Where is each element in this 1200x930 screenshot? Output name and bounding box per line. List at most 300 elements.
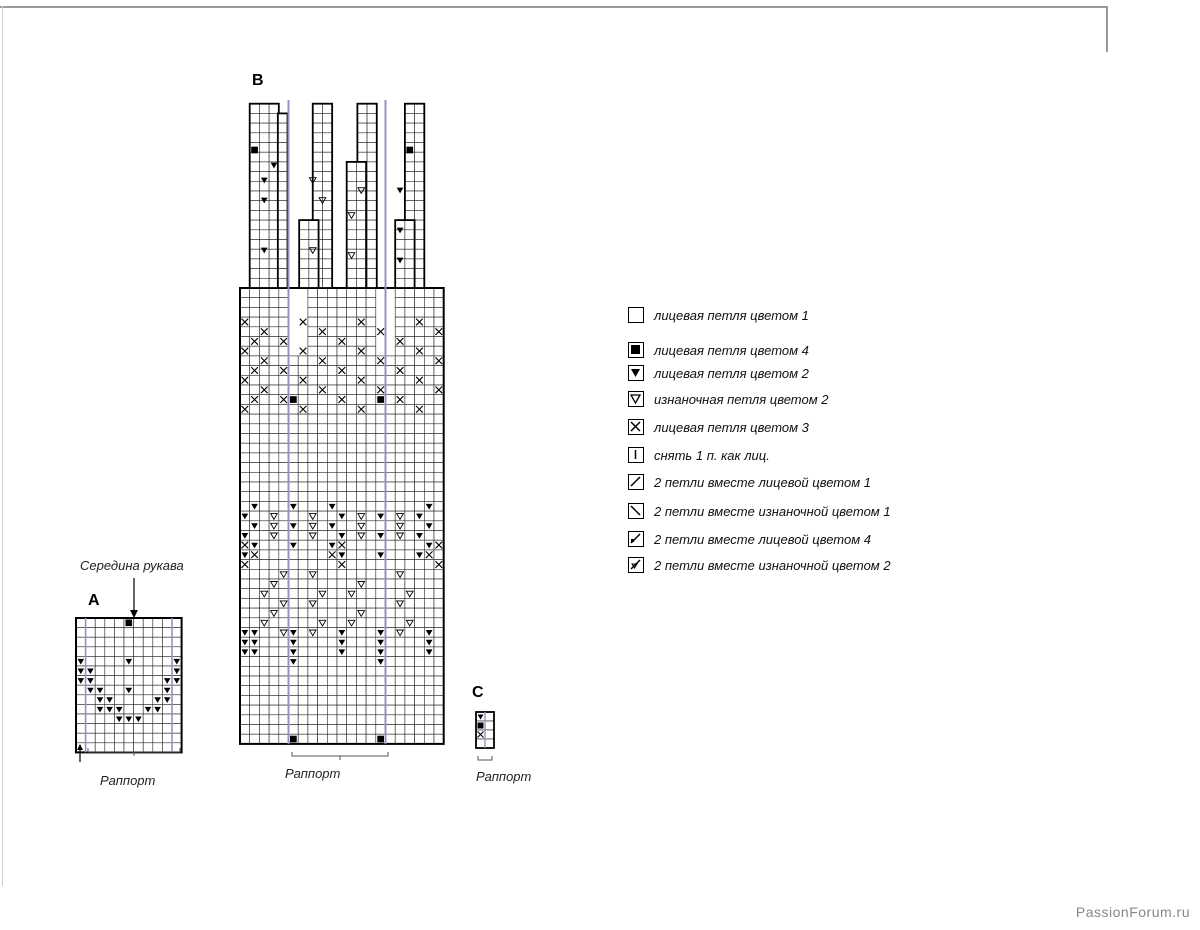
chart-cell: [269, 657, 279, 667]
chart-cell: [347, 647, 357, 657]
chart-cell: [279, 492, 289, 502]
chart-cell: [327, 472, 337, 482]
chart-cell: [143, 637, 153, 647]
chart-cell: [134, 666, 144, 676]
chart-cell: [172, 637, 182, 647]
chart-cell: [322, 123, 332, 133]
chart-cell: [405, 113, 415, 123]
chart-cell: [415, 230, 425, 240]
chart-cell: [356, 705, 366, 715]
chart-cell: [415, 259, 425, 269]
chart-cell: [269, 540, 279, 550]
chart-cell: [366, 482, 376, 492]
chart-cell: [250, 385, 260, 395]
chart-cell: [347, 375, 357, 385]
chart-cell: [366, 492, 376, 502]
chart-cell: [299, 249, 309, 259]
chart-cell: [240, 307, 250, 317]
chart-cell: [347, 734, 357, 744]
chart-cell: [269, 550, 279, 560]
chart-cell: [279, 531, 289, 541]
chart-cell: [269, 647, 279, 657]
chart-cell: [259, 501, 269, 511]
chart-cell: [386, 472, 396, 482]
chart-cell: [250, 201, 260, 211]
chart-cell: [424, 385, 434, 395]
chart-cell: [250, 666, 260, 676]
chart-cell: [434, 404, 444, 414]
chart-cell: [250, 589, 260, 599]
chart-cell: [172, 628, 182, 638]
legend-text: снять 1 п. как лиц.: [654, 447, 770, 463]
chart-cell: [124, 628, 134, 638]
chart-cell: [434, 366, 444, 376]
chart-cell: [153, 724, 163, 734]
chart-cell: [250, 734, 260, 744]
chart-cell: [405, 356, 415, 366]
legend-text: 2 петли вместе лицевой цветом 1: [654, 474, 871, 490]
chart-cell: [434, 501, 444, 511]
chart-cell: [124, 637, 134, 647]
chart-cell: [250, 356, 260, 366]
chart-cell: [313, 191, 323, 201]
chart-cell: [76, 714, 86, 724]
chart-cell: [337, 307, 347, 317]
chart-cell: [278, 240, 288, 250]
chart-cell: [366, 618, 376, 628]
chart-cell: [376, 521, 386, 531]
chart-cell: [269, 288, 279, 298]
chart-cell: [308, 647, 318, 657]
chart-cell: [278, 191, 288, 201]
chart-cell: [318, 288, 328, 298]
chart-cell: [376, 482, 386, 492]
chart-cell: [279, 463, 289, 473]
chart-cell: [322, 249, 332, 259]
chart-cell: [405, 472, 415, 482]
chart-cell: [415, 366, 425, 376]
chart-cell: [172, 695, 182, 705]
chart-cell: [318, 434, 328, 444]
chart-cell: [337, 521, 347, 531]
chart-cell: [356, 162, 366, 172]
chart-cell: [395, 472, 405, 482]
chart-cell: [356, 686, 366, 696]
chart-cell: [322, 278, 332, 288]
chart-cell: [134, 647, 144, 657]
chart-cell: [386, 598, 396, 608]
chart-cell: [395, 249, 405, 259]
chart-cell: [172, 704, 182, 714]
chart-cell: [327, 288, 337, 298]
chart-cell: [415, 686, 425, 696]
chart-cell: [424, 666, 434, 676]
chart-cell: [318, 463, 328, 473]
chart-cell: [356, 414, 366, 424]
chart-cell: [327, 686, 337, 696]
chart-cell: [347, 172, 357, 182]
chart-cell: [356, 676, 366, 686]
legend-open-triangle-icon: [628, 391, 644, 407]
chart-cell: [395, 560, 405, 570]
chart-cell: [376, 443, 386, 453]
filled-triangle-symbol: [397, 188, 404, 194]
chart-cell: [357, 123, 367, 133]
chart-cell: [327, 531, 337, 541]
chart-cell: [278, 230, 288, 240]
chart-cell: [415, 734, 425, 744]
chart-cell: [327, 511, 337, 521]
chart-cell: [250, 434, 260, 444]
chart-cell: [259, 608, 269, 618]
chart-cell: [279, 676, 289, 686]
chart-cell: [278, 210, 288, 220]
chart-cell: [308, 550, 318, 560]
chart-cell: [485, 739, 494, 748]
chart-cell: [318, 560, 328, 570]
chart-cell: [313, 113, 323, 123]
chart-cell: [356, 560, 366, 570]
chart-cell: [250, 327, 260, 337]
chart-cell: [105, 647, 115, 657]
chart-cell: [405, 230, 415, 240]
chart-cell: [395, 492, 405, 502]
chart-cell: [105, 676, 115, 686]
chart-cell: [434, 453, 444, 463]
chart-cell: [240, 666, 250, 676]
chart-cell: [143, 685, 153, 695]
chart-cell: [405, 220, 415, 230]
chart-cell: [367, 249, 377, 259]
chart-cell: [405, 579, 415, 589]
chart-cell: [240, 453, 250, 463]
legend-empty-icon: [628, 307, 644, 323]
chart-cell: [415, 249, 425, 259]
chart-cell: [376, 725, 386, 735]
chart-cell: [337, 598, 347, 608]
chart-cell: [278, 220, 288, 230]
chart-cell: [250, 152, 260, 162]
chart-cell: [405, 715, 415, 725]
chart-cell: [434, 579, 444, 589]
chart-cell: [415, 240, 425, 250]
chart-cell: [308, 327, 318, 337]
chart-cell: [376, 569, 386, 579]
chart-cell: [250, 288, 260, 298]
chart-cell: [289, 531, 299, 541]
chart-cell: [298, 734, 308, 744]
chart-cell: [434, 492, 444, 502]
chart-cell: [415, 657, 425, 667]
chart-cell: [162, 647, 172, 657]
chart-cell: [250, 453, 260, 463]
chart-cell: [289, 472, 299, 482]
chart-cell: [337, 666, 347, 676]
chart-cell: [298, 560, 308, 570]
chart-cell: [405, 210, 415, 220]
chart-cell: [259, 346, 269, 356]
chart-cell: [347, 327, 357, 337]
chart-cell: [376, 501, 386, 511]
chart-cell: [424, 356, 434, 366]
chart-cell: [366, 734, 376, 744]
chart-cell: [76, 618, 86, 628]
chart-cell: [434, 521, 444, 531]
arrow-head-icon: [130, 610, 138, 618]
chart-cell: [367, 278, 377, 288]
chart-cell: [386, 569, 396, 579]
chart-cell: [250, 298, 260, 308]
chart-cell: [289, 414, 299, 424]
chart-cell: [76, 724, 86, 734]
chart-cell: [278, 123, 288, 133]
chart-cell: [250, 608, 260, 618]
chart-cell: [86, 656, 96, 666]
chart-cell: [356, 453, 366, 463]
chart-cell: [405, 637, 415, 647]
chart-cell: [279, 705, 289, 715]
chart-cell: [289, 608, 299, 618]
chart-cell: [395, 269, 405, 279]
chart-cell: [269, 628, 279, 638]
chart-cell: [240, 288, 250, 298]
sleeve-center-annotation: Середина рукава: [80, 558, 184, 573]
chart-cell: [367, 210, 377, 220]
chart-cell: [424, 375, 434, 385]
chart-cell: [289, 424, 299, 434]
legend-text: 2 петли вместе лицевой цветом 4: [654, 531, 871, 547]
chart-cell: [405, 657, 415, 667]
chart-cell: [298, 666, 308, 676]
chart-cell: [250, 307, 260, 317]
chart-cell: [356, 501, 366, 511]
chart-cell: [366, 705, 376, 715]
chart-cell: [240, 657, 250, 667]
chart-cell: [298, 637, 308, 647]
chart-cell: [386, 540, 396, 550]
chart-cell: [367, 201, 377, 211]
chart-cell: [259, 337, 269, 347]
chart-cell: [424, 307, 434, 317]
chart-cell: [95, 714, 105, 724]
chart-cell: [289, 550, 299, 560]
chart-cell: [415, 123, 425, 133]
chart-cell: [269, 424, 279, 434]
chart-cell: [356, 298, 366, 308]
filled-square-symbol: [251, 147, 258, 154]
chart-cell: [415, 307, 425, 317]
chart-cell: [337, 385, 347, 395]
chart-cell: [279, 686, 289, 696]
chart-cell: [424, 618, 434, 628]
chart-cell: [386, 666, 396, 676]
chart-cell: [357, 152, 367, 162]
chart-cell: [376, 618, 386, 628]
chart-cell: [405, 676, 415, 686]
chart-cell: [366, 366, 376, 376]
chart-cell: [347, 317, 357, 327]
chart-cell: [124, 695, 134, 705]
chart-cell: [424, 715, 434, 725]
chart-cell: [405, 424, 415, 434]
chart-cell: [386, 695, 396, 705]
chart-cell: [366, 307, 376, 317]
chart-cell: [327, 705, 337, 715]
chart-cell: [259, 550, 269, 560]
chart-cell: [114, 666, 124, 676]
chart-cell: [95, 733, 105, 743]
chart-cell: [318, 637, 328, 647]
chart-cell: [153, 628, 163, 638]
chart-cell: [386, 453, 396, 463]
chart-cell: [259, 734, 269, 744]
chart-cell: [367, 113, 377, 123]
chart-cell: [259, 482, 269, 492]
chart-cell: [318, 366, 328, 376]
chart-cell: [415, 269, 425, 279]
chart-cell: [308, 657, 318, 667]
chart-cell: [278, 143, 288, 153]
chart-cell: [172, 714, 182, 724]
chart-cell: [405, 511, 415, 521]
chart-cell: [298, 628, 308, 638]
chart-cell: [356, 647, 366, 657]
chart-cell: [415, 453, 425, 463]
chart-cell: [250, 705, 260, 715]
chart-cell: [395, 278, 405, 288]
chart-cell: [356, 492, 366, 502]
chart-cell: [153, 637, 163, 647]
chart-cell: [259, 598, 269, 608]
chart-cell: [308, 366, 318, 376]
chart-a-repeat-caption: Раппорт: [100, 773, 156, 788]
chart-cell: [347, 385, 357, 395]
chart-cell: [259, 162, 269, 172]
chart-cell: [259, 152, 269, 162]
chart-cell: [76, 647, 86, 657]
chart-cell: [337, 317, 347, 327]
chart-cell: [405, 560, 415, 570]
legend-item: [628, 529, 871, 549]
chart-cell: [269, 715, 279, 725]
chart-cell: [366, 385, 376, 395]
chart-cell: [298, 492, 308, 502]
chart-cell: [318, 492, 328, 502]
chart-c-label: C: [472, 684, 484, 701]
chart-cell: [386, 734, 396, 744]
chart-cell: [405, 191, 415, 201]
chart-cell: [318, 501, 328, 511]
chart-cell: [240, 705, 250, 715]
chart-cell: [424, 608, 434, 618]
chart-cell: [434, 637, 444, 647]
chart-cell: [366, 337, 376, 347]
chart-cell: [366, 540, 376, 550]
chart-cell: [386, 404, 396, 414]
chart-cell: [308, 453, 318, 463]
chart-cell: [308, 414, 318, 424]
chart-cell: [356, 569, 366, 579]
chart-cell: [405, 240, 415, 250]
chart-cell: [279, 666, 289, 676]
chart-cell: [366, 395, 376, 405]
chart-cell: [308, 492, 318, 502]
chart-cell: [322, 162, 332, 172]
chart-cell: [424, 337, 434, 347]
legend-cross-icon: [628, 419, 644, 435]
chart-cell: [322, 181, 332, 191]
chart-cell: [95, 647, 105, 657]
chart-cell: [395, 404, 405, 414]
chart-cell: [313, 181, 323, 191]
chart-cell: [405, 162, 415, 172]
chart-cell: [308, 482, 318, 492]
chart-cell: [134, 743, 144, 753]
chart-cell: [366, 346, 376, 356]
chart-cell: [278, 269, 288, 279]
chart-cell: [356, 463, 366, 473]
chart-cell: [405, 395, 415, 405]
chart-cell: [259, 521, 269, 531]
chart-cell: [376, 472, 386, 482]
chart-cell: [405, 404, 415, 414]
chart-cell: [143, 724, 153, 734]
chart-cell: [415, 569, 425, 579]
chart-cell: [240, 366, 250, 376]
chart-cell: [376, 404, 386, 414]
chart-cell: [395, 298, 405, 308]
chart-cell: [162, 628, 172, 638]
chart-cell: [289, 676, 299, 686]
watermark: PassionForum.ru: [1075, 904, 1190, 920]
chart-cell: [434, 676, 444, 686]
chart-cell: [259, 463, 269, 473]
chart-cell: [86, 628, 96, 638]
chart-cell: [395, 657, 405, 667]
chart-cell: [395, 463, 405, 473]
chart-cell: [367, 143, 377, 153]
chart-cell: [356, 181, 366, 191]
chart-cell: [434, 598, 444, 608]
chart-cell: [366, 569, 376, 579]
chart-cell: [367, 191, 377, 201]
chart-cell: [337, 695, 347, 705]
chart-cell: [434, 734, 444, 744]
chart-cell: [172, 685, 182, 695]
chart-cell: [318, 550, 328, 560]
chart-cell: [327, 317, 337, 327]
chart-cell: [347, 511, 357, 521]
chart-cell: [356, 434, 366, 444]
chart-cell: [143, 695, 153, 705]
chart-cell: [240, 492, 250, 502]
chart-cell: [313, 143, 323, 153]
chart-cell: [318, 404, 328, 414]
chart-cell: [356, 666, 366, 676]
chart-c-grid: [476, 712, 494, 748]
chart-cell: [322, 220, 332, 230]
chart-cell: [259, 259, 269, 269]
chart-cell: [259, 492, 269, 502]
chart-cell: [434, 695, 444, 705]
chart-cell: [347, 540, 357, 550]
chart-cell: [322, 240, 332, 250]
chart-cell: [250, 579, 260, 589]
chart-cell: [318, 569, 328, 579]
chart-cell: [386, 414, 396, 424]
chart-cell: [134, 676, 144, 686]
chart-cell: [356, 191, 366, 201]
